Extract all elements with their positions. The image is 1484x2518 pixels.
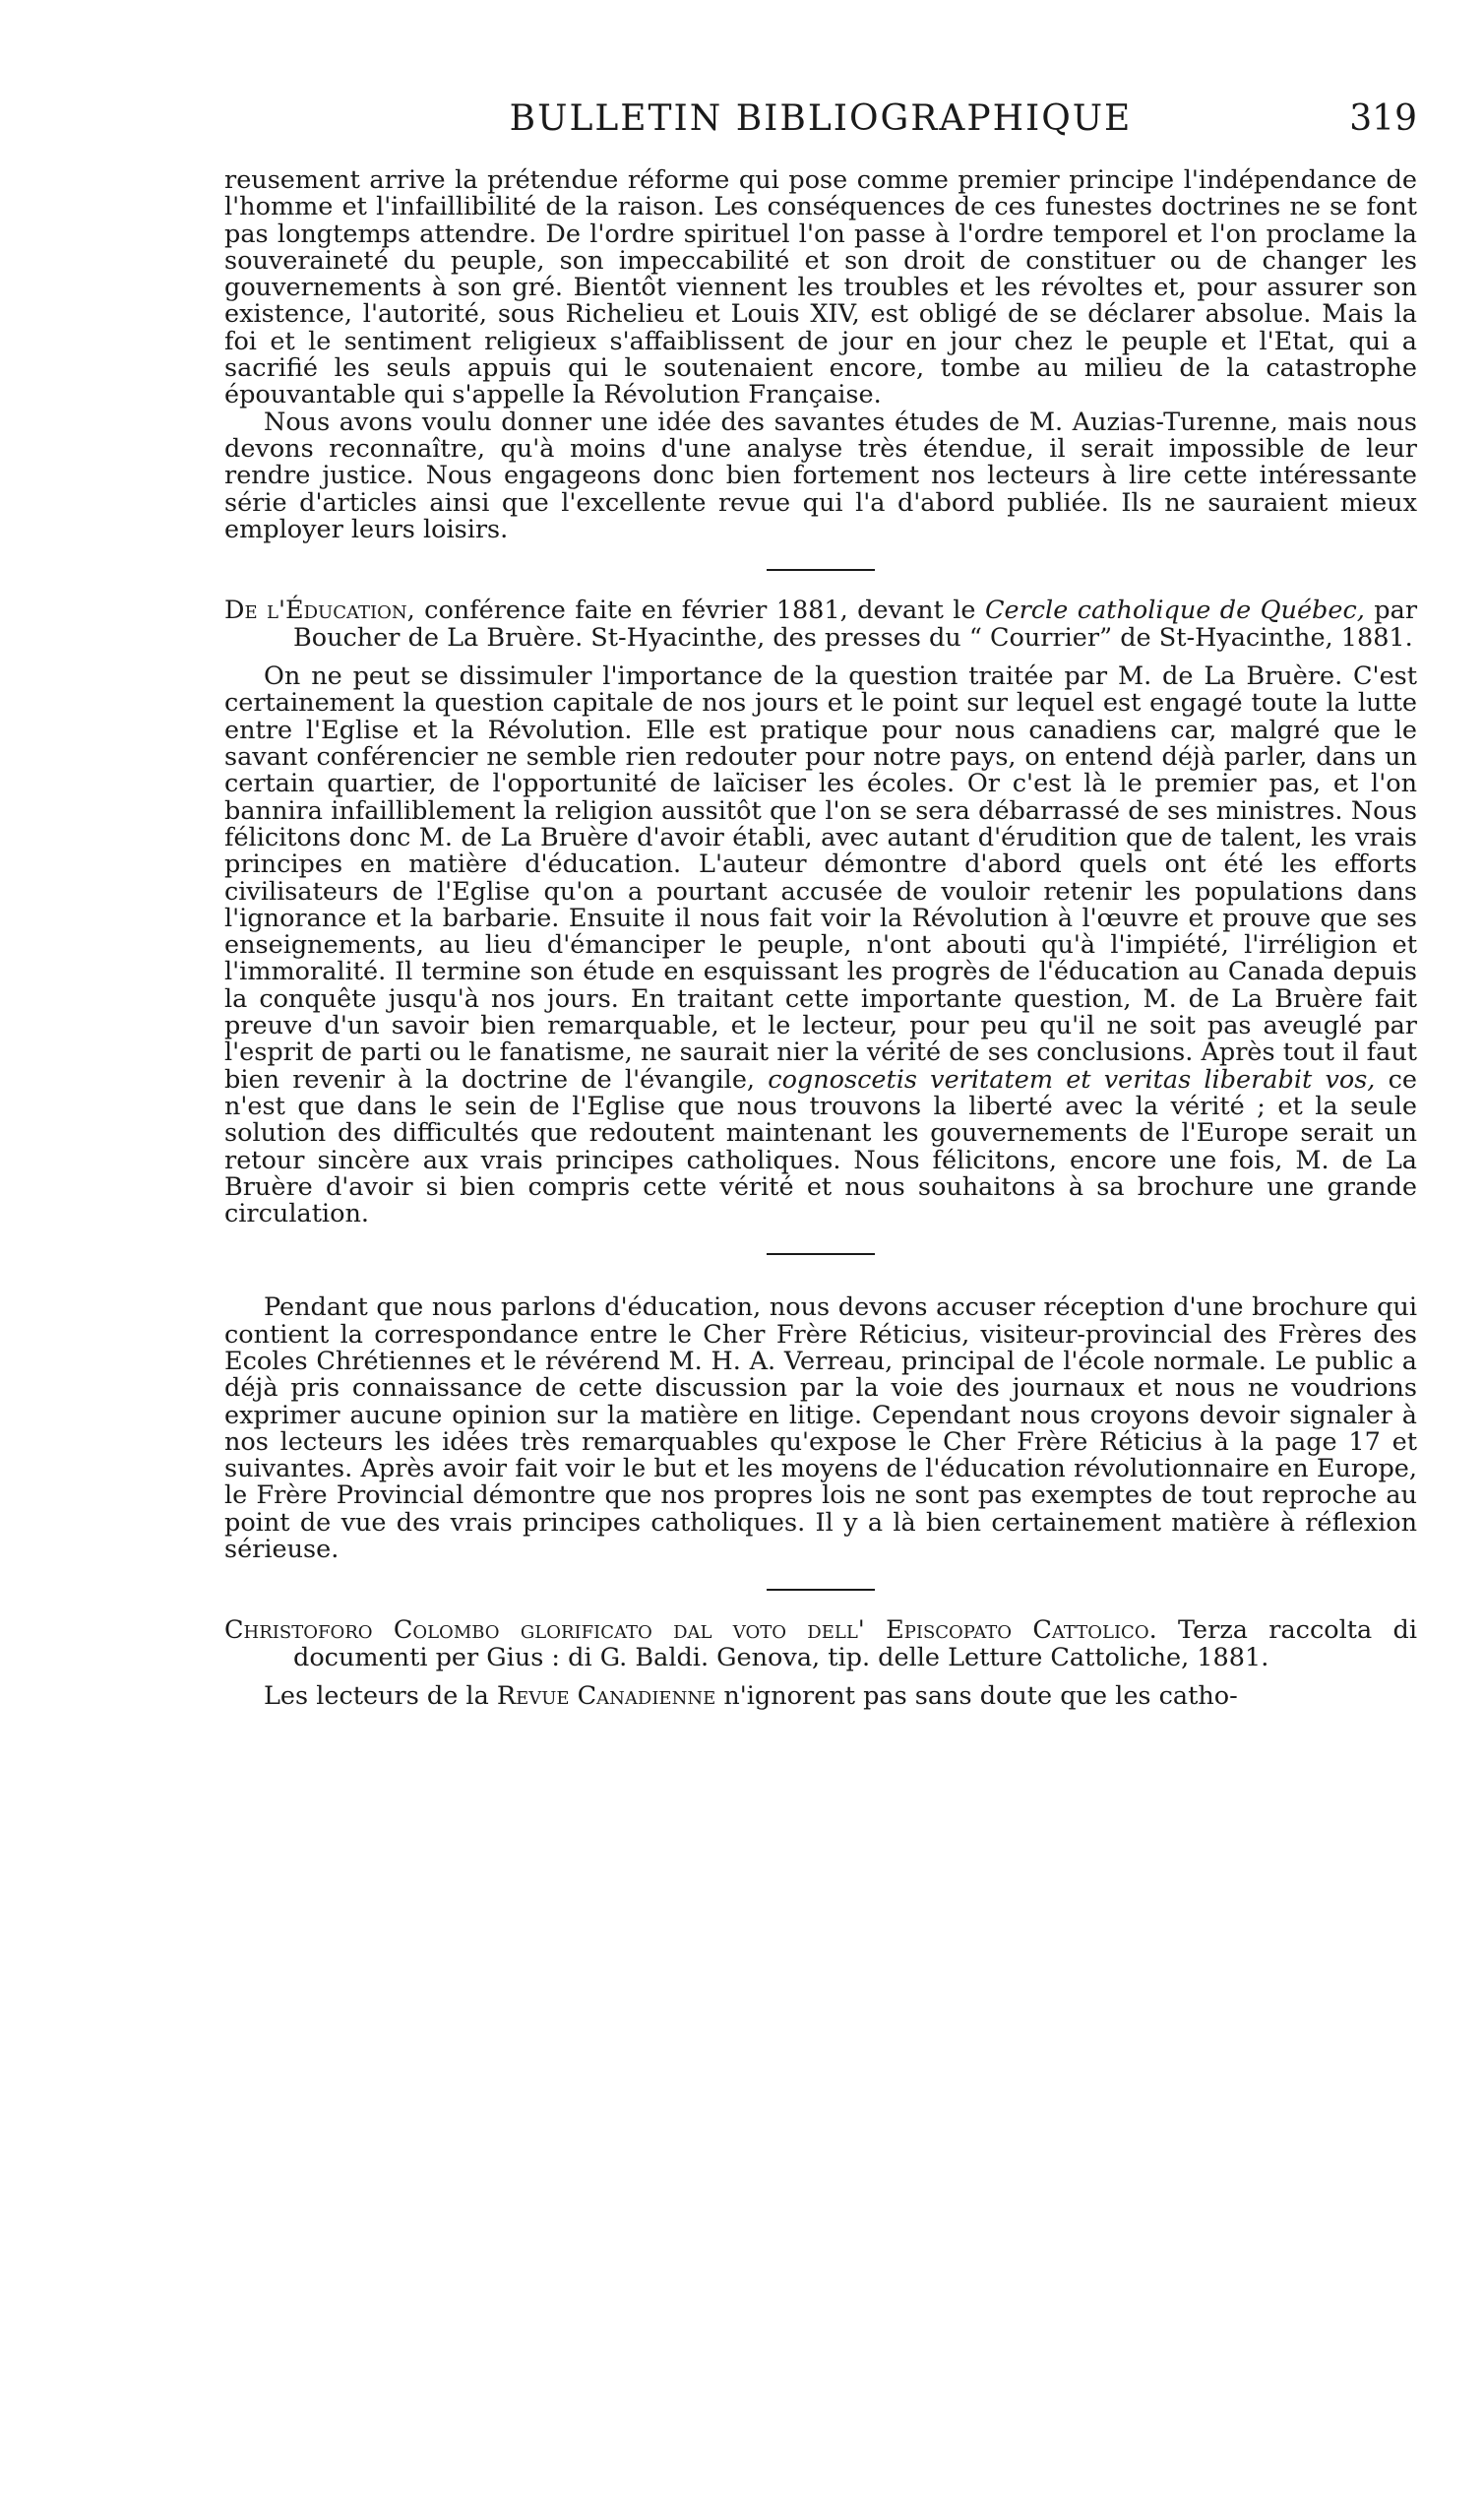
page-header [224, 98, 1417, 167]
page-number: 319 [1349, 98, 1417, 139]
para-start: Les lecteurs de la [264, 1681, 489, 1712]
entry-title: De l'Éducation, [224, 596, 415, 626]
paragraph-auzias-turenne: Nous avons voulu donner une idée des savantes études de M. Auzias-Turenne, mais nous devons reconnaître, qu'à moins d'une analyse très étendue, il serait impossible de leur rendre justice. Nous engageons donc bien fortement nos lecteurs à lire cette intéressante série d'articles ainsi que l'excellente revue qui l'a d'abord publiée. Ils ne sauraient mieux employer leurs loisirs. [224, 407, 1417, 544]
entry-text: conférence faite en février 1881, devant le [424, 596, 976, 626]
entry-colombo-heading [224, 1616, 1417, 1671]
paragraph-education-review [224, 663, 1417, 1228]
paragraph-reticius: Pendant que nous parlons d'éducation, nous devons accuser réception d'une brochure qui contient la correspondance entre le Cher Frère Réticius, visiteur-provincial des Frères des Ecoles Chrétiennes et le révérend M. H. A. Verreau, principal de l'école normale. Le public a déjà pris connaissance de cette discussion par la voie des journaux et nous ne voudrions exprimer aucune opinion sur la matière en litige. Cependant nous croyons devoir signaler à nos lecteurs les idées très remarquables qu'expose le Cher Frère Réticius à la page 17 et suivantes. Après avoir fait voir le but et les moyens de l'éducation révolutionnaire en Europe, le Frère Provincial démontre que nos propres lois ne sont pas exemptes de tout reproche au point de vue des vrais principes catholiques. Il y a là bien certainement matière à réflexion sérieuse. [224, 1292, 1417, 1565]
running-title: BULLETIN BIBLIOGRAPHIQUE [509, 98, 1133, 139]
entry-publisher: par Boucher de La Bruère. St-Hyacinthe, des presses du “ Courrier” de St-Hyacinthe, 1881. [293, 596, 1418, 654]
paragraph-reform-continuation: reusement arrive la prétendue réforme qui pose comme premier principe l'indépendance de l'homme et l'infaillibilité de la raison. Les conséquences de ces funestes doctrines ne se font pas longtemps attendre. De l'ordre spirituel l'on passe à l'ordre temporel et l'on proclame la souveraineté du peuple, son impeccabilité et son droit de constituer ou de changer les gouvernements à son gré. Bientôt viennent les troubles et les révoltes et, pour assurer son existence, l'autorité, sous Richelieu et Louis XIV, est obligé de se déclarer absolue. Mais la foi et le sentiment religieux s'affaiblissent de jour en jour chez le peuple et l'Etat, qui a sacrifié les seuls appuis qui le soutenaient encore, tombe au milieu de la catastrophe épouvantable qui s'appelle la Révolution Française. [224, 165, 1417, 410]
book-page [224, 98, 1417, 1711]
entry-education-heading [224, 597, 1417, 652]
review-text-end: ce n'est que dans le sein de l'Eglise que nous trouvons la liberté avec la vérité ; et la seule solution des difficultés que redoutent maintenant les gouvernements de l'Europe serait un retour sincère aux vrais principes catholiques. Nous félicitons, encore une fois, M. de La Bruère d'avoir si bien compris cette vérité et nous souhaitons à sa brochure une grande circulation. [224, 1064, 1418, 1229]
entry-text: Terza raccolta di documenti per Gius : di G. Baldi. Genova, tip. delle Letture Cattoliche, 1881. [293, 1615, 1417, 1673]
para-end: n'ignorent pas sans doute que les catho- [723, 1681, 1238, 1712]
review-text: On ne peut se dissimuler l'importance de la question traitée par M. de La Bruère. C'est certainement la question capitale de nos jours et le point sur lequel est engagé toute la lutte entre l'Eglise et la Révolution. Elle est pratique pour nous canadiens car, malgré que le savant conférencier ne semble rien redouter pour notre pays, on entend déjà parler, dans un certain quartier, de l'opportunité de laïciser les écoles. Or c'est là le premier pas, et l'on bannira infailliblement la religion aussitôt que l'on se sera débarrassé de ses ministres. Nous félicitons donc M. de La Bruère d'avoir établi, avec autant d'érudition que de talent, les vrais principes en matière d'éducation. L'auteur démontre d'abord quels ont été les efforts civilisateurs de l'Eglise qu'on a pourtant accusée de vouloir retenir les populations dans l'ignorance et la barbarie. Ensuite il nous fait voir la Révolution à l'œuvre et prouve que ses enseignements, au lieu d'émanciper le peuple, n'ont abouti qu'à l'impiété, l'irréligion et l'immoralité. Il termine son étude en esquissant les progrès de l'éducation au Canada depuis la conquête jusqu'à nos jours. En traitant cette importante question, M. de La Bruère fait preuve d'un savoir bien remarquable, et le lecteur, pour peu qu'il ne soit pas aveuglé par l'esprit de parti ou le fanatisme, ne saurait nier la vérité de ses conclusions. Après tout il faut bien revenir à la doctrine de l'évangile, [224, 661, 1417, 1095]
journal-name: Revue Canadienne [496, 1681, 716, 1712]
entry-title: Christoforo Colombo glorificato dal voto dell' Episcopato Cattolico. [224, 1615, 1157, 1646]
paragraph-revue-canadienne [224, 1683, 1417, 1710]
latin-quote: cognoscetis veritatem et veritas liberabit vos, [768, 1064, 1376, 1095]
entry-venue: Cercle catholique de Québec, [984, 596, 1365, 626]
